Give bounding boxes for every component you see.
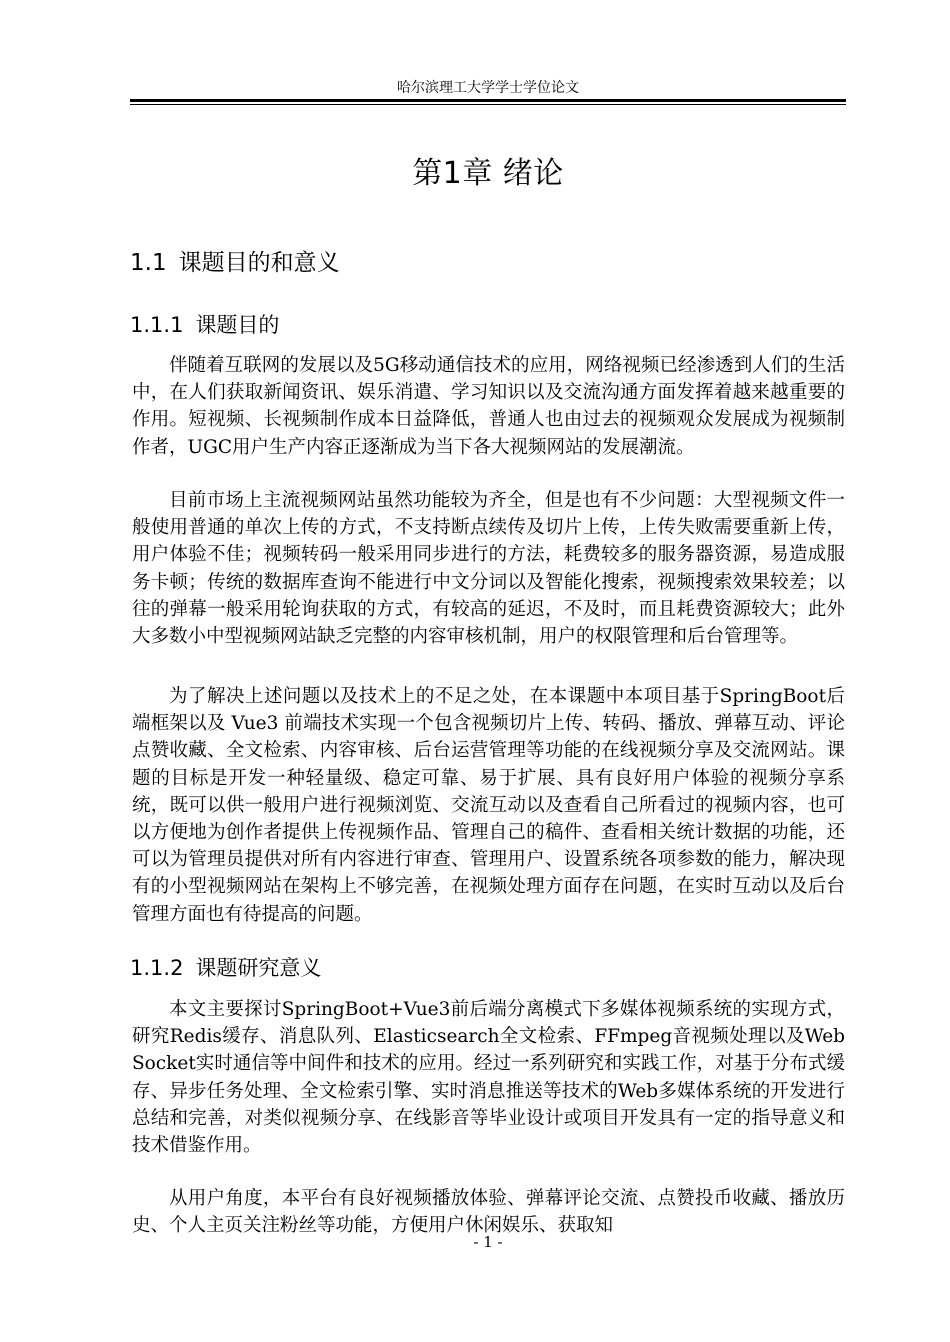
subsection-heading [130, 952, 846, 984]
body-paragraph: 目前市场上主流视频网站虽然功能较为齐全，但是也有不少问题：大型视频文件一般使用普通的单次上传的方式，不支持断点续传及切片上传，上传失败需要重新上传，用户体验不佳；视频转码一般采用同步进行的方法，耗费较多的服务器资源，易造成服务卡顿；传统的数据库查询不能进行中文分词以及智能化搜索，视频搜索效果较差；以往的弹幕一般采用轮询获取的方式，有较高的延迟，不及时，而且耗费资源较大；此外大多数小中型视频网站缺乏完整的内容审核机制，用户的权限管理和后台管理等。 [132, 490, 845, 648]
subsection-title: 课题目的 [195, 313, 280, 337]
running-header: 哈尔滨理工大学学士学位论文 [397, 80, 579, 96]
section-heading [130, 246, 846, 280]
chapter-title: 第1章 绪论 [412, 156, 564, 191]
page-number: - 1 - [473, 1233, 503, 1251]
body-paragraph: 本文主要探讨SpringBoot+Vue3前后端分离模式下多媒体视频系统的实现方式，研究Redis缓存、消息队列、Elasticsearch全文检索、FFmpeg音视频处理以及WebSocket实时通信等中间件和技术的应用。经过一系列研究和实践工作，对基于分布式缓存、异步任务处理、全文检索引擎、实时消息推送等技术的Web多媒体系统的开发进行总结和完善，对类似视频分享、在线影音等毕业设计或项目开发具有一定的指导意义和技术借鉴作用。 [132, 999, 845, 1157]
body-paragraph: 为了解决上述问题以及技术上的不足之处，在本课题中本项目基于SpringBoot后端框架以及 Vue3 前端技术实现一个包含视频切片上传、转码、播放、弹幕互动、评论点赞收藏、全文检索、内容审核、后台运营管理等功能的在线视频分享及交流网站。课题的目标是开发一种轻量级、稳定可靠、易于扩展、具有良好用户体验的视频分享系统，既可以供一般用户进行视频浏览、交流互动以及查看自己所看过的视频内容，也可以方便地为创作者提供上传视频作品、管理自己的稿件、查看相关统计数据的功能，还可以为管理员提供对所有内容进行审查、管理用户、设置系统各项参数的能力，解决现有的小型视频网站在架构上不够完善，在视频处理方面存在问题，在实时互动以及后台管理方面也有待提高的问题。 [132, 686, 845, 925]
body-paragraph: 从用户角度，本平台有良好视频播放体验、弹幕评论交流、点赞投币收藏、播放历史、个人主页关注粉丝等功能，方便用户休闲娱乐、获取知 [132, 1188, 845, 1237]
subsection-number: 1.1.2 [130, 956, 184, 980]
section-title: 课题目的和意义 [178, 250, 340, 276]
section-number: 1.1 [130, 250, 167, 276]
header-rule-thin [130, 104, 846, 105]
subsection-title: 课题研究意义 [195, 956, 322, 980]
body-paragraph: 伴随着互联网的发展以及5G移动通信技术的应用，网络视频已经渗透到人们的生活中，在人们获取新闻资讯、娱乐消遣、学习知识以及交流沟通方面发挥着越来越重要的作用。短视频、长视频制作成本日益降低，普通人也由过去的视频观众发展成为视频制作者，UGC用户生产内容正逐渐成为当下各大视频网站的发展潮流。 [132, 355, 845, 458]
subsection-heading [130, 309, 846, 341]
header-rule-thick [130, 99, 846, 102]
subsection-number: 1.1.1 [130, 313, 184, 337]
